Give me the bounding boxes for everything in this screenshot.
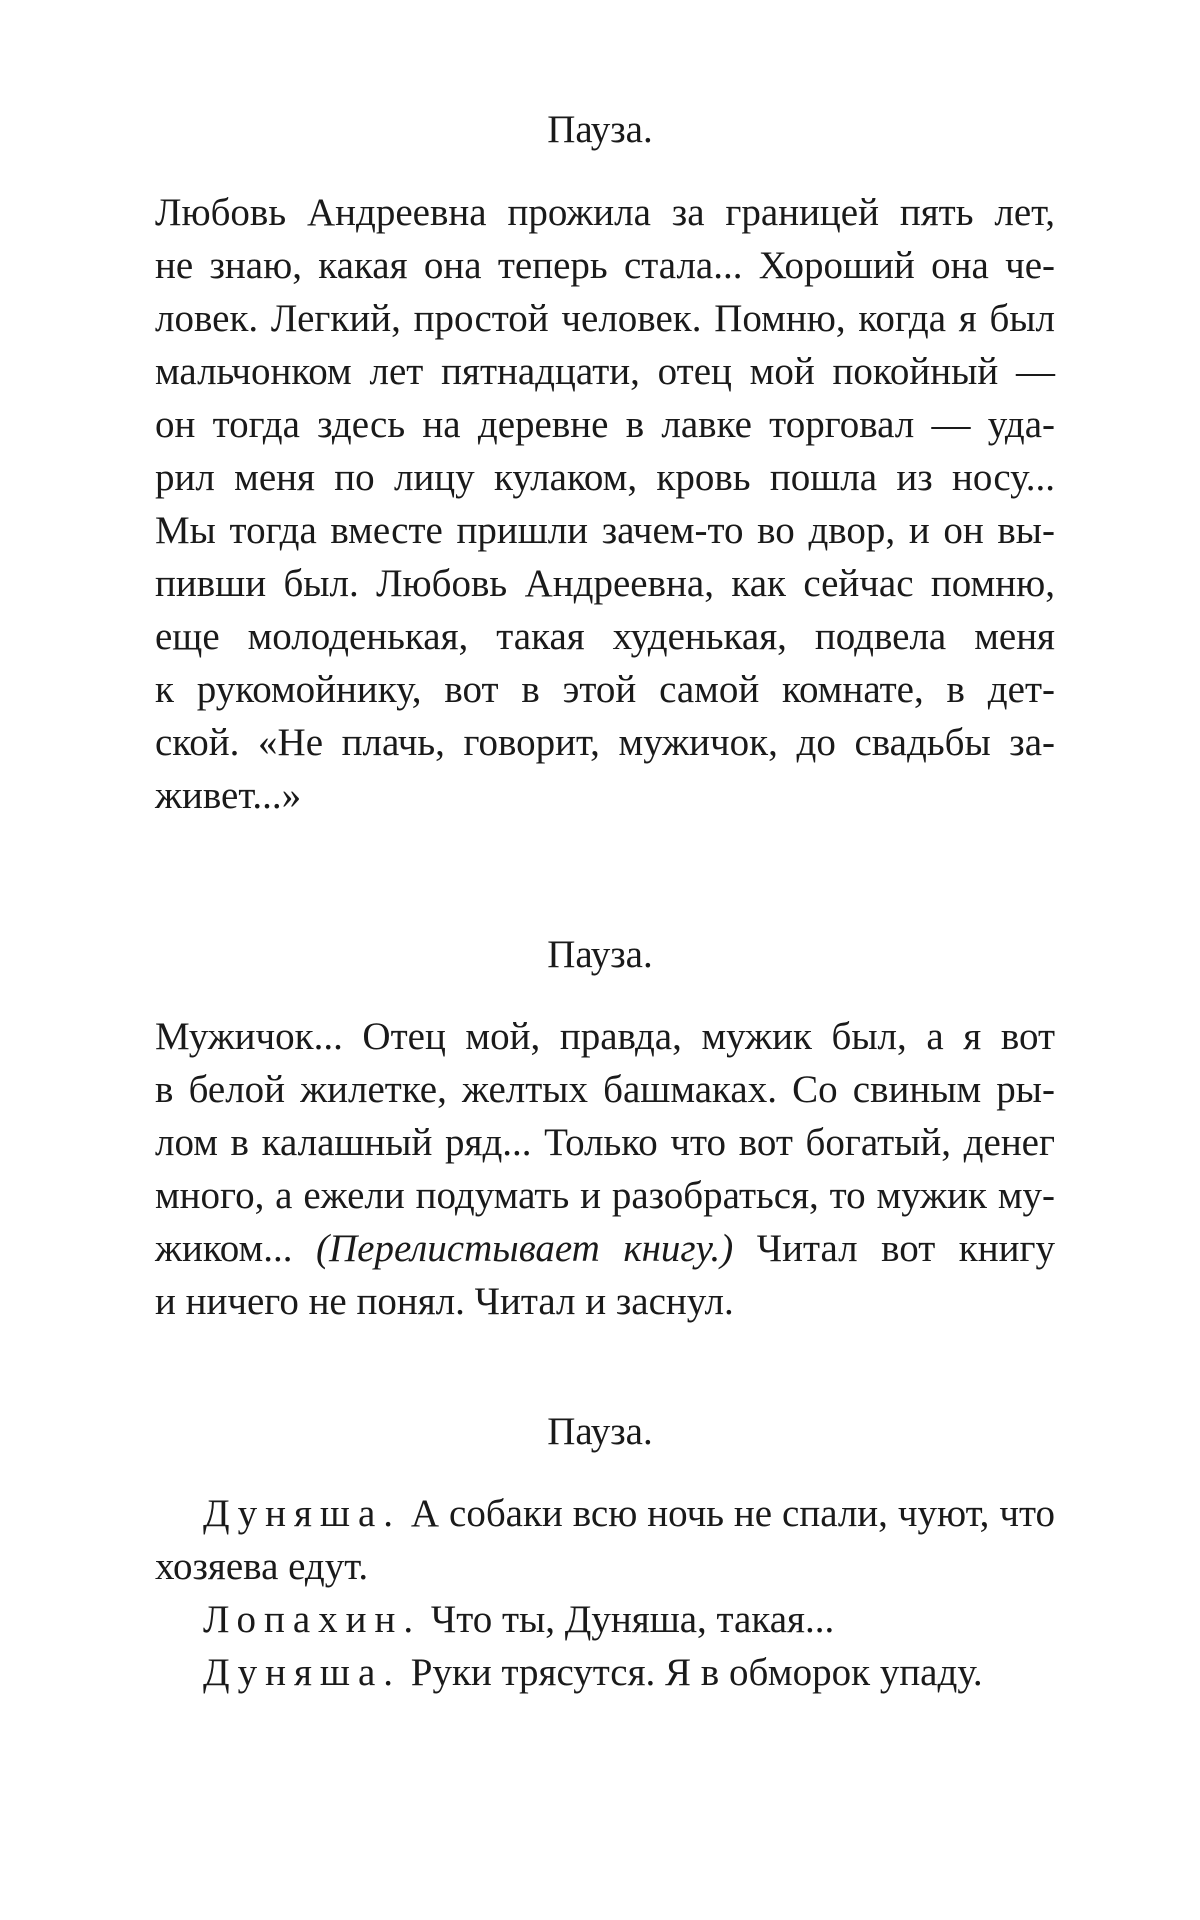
- dialogue-text: А собаки всю ночь не спали, чуют, что: [401, 1492, 1055, 1535]
- dialogue-text: Руки трясутся. Я в обморок упаду.: [401, 1651, 983, 1694]
- dialogue-block: [155, 1487, 1055, 1699]
- text-line: Любовь Андреевна прожила за границей пять лет,: [155, 191, 1055, 234]
- text-line: живет...»: [155, 774, 302, 817]
- text-line: ской. «Не плачь, говорит, мужичок, до свадьбы за-: [155, 721, 1055, 764]
- text-line: и ничего не понял. Читал и заснул.: [155, 1280, 734, 1323]
- pause-direction: Пауза.: [547, 108, 653, 151]
- monologue-paragraph: [155, 1010, 1055, 1328]
- text-line: Мы тогда вместе пришли зачем-то во двор, и он вы-: [155, 509, 1055, 552]
- speaker-name: Дуняша.: [203, 1651, 402, 1694]
- text-line: лом в калашный ряд... Только что вот богатый, денег: [155, 1121, 1055, 1164]
- stage-direction: (Перелистывает книгу.): [316, 1227, 734, 1270]
- dialogue-line: [155, 1646, 1055, 1699]
- text-line: в белой жилетке, желтых башмаках. Со свиным ры-: [155, 1068, 1055, 1111]
- text-line: рил меня по лицу кулаком, кровь пошла из носу...: [155, 456, 1055, 499]
- text-fragment: жиком...: [155, 1227, 316, 1270]
- text-fragment: Читал вот книгу: [733, 1227, 1055, 1270]
- dialogue-line: [155, 1593, 1055, 1646]
- speaker-name: Лопахин.: [203, 1598, 422, 1641]
- text-line: Мужичок... Отец мой, правда, мужик был, а я вот: [155, 1015, 1055, 1058]
- text-line: еще молоденькая, такая худенькая, подвела меня: [155, 615, 1055, 658]
- text-line: мальчонком лет пятнадцати, отец мой покойный —: [155, 350, 1055, 393]
- monologue-paragraph: [155, 186, 1055, 822]
- dialogue-line: [155, 1487, 1055, 1540]
- pause-direction: Пауза.: [547, 1410, 653, 1453]
- text-line: пивши был. Любовь Андреевна, как сейчас помню,: [155, 562, 1055, 605]
- text-line: к рукомойнику, вот в этой самой комнате, в дет-: [155, 668, 1055, 711]
- speaker-name: Дуняша.: [203, 1492, 402, 1535]
- text-line: ловек. Легкий, простой человек. Помню, когда я был: [155, 297, 1055, 340]
- text-line: много, а ежели подумать и разобраться, то мужик му-: [155, 1174, 1055, 1217]
- text-line: он тогда здесь на деревне в лавке торговал — уда-: [155, 403, 1055, 446]
- pause-direction: Пауза.: [547, 933, 653, 976]
- dialogue-text: Что ты, Дуняша, такая...: [421, 1598, 835, 1641]
- text-line: [155, 1222, 1055, 1275]
- text-line: не знаю, какая она теперь стала... Хороший она че-: [155, 244, 1055, 287]
- dialogue-continuation: хозяева едут.: [155, 1545, 369, 1588]
